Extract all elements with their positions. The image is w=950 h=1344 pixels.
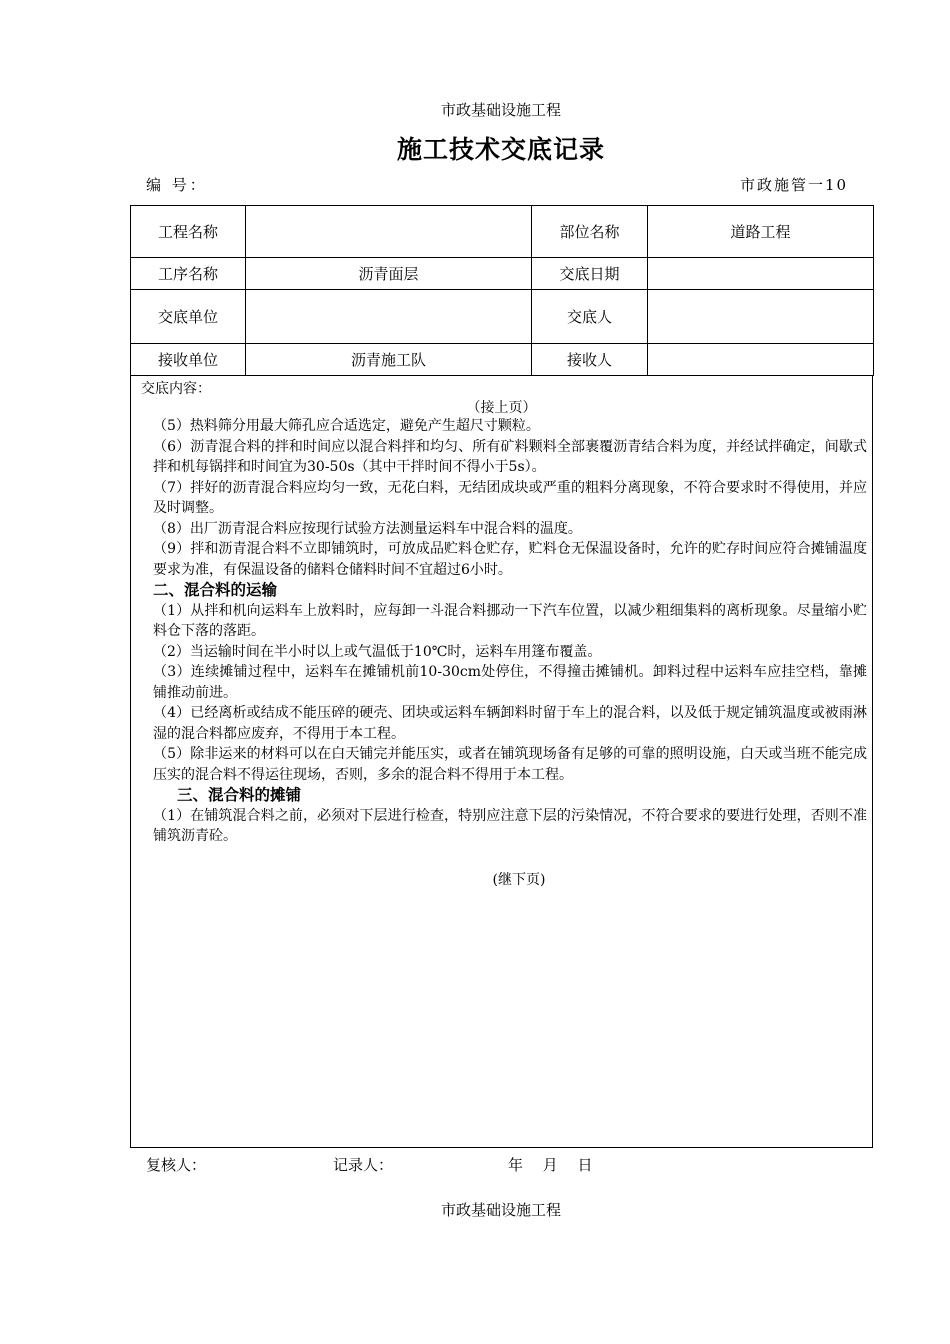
unit-value [246, 290, 532, 344]
paragraph: （8）出厂沥青混合料应按现行试验方法测量运料车中混合料的温度。 [153, 520, 582, 537]
process-name-value: 沥青面层 [246, 258, 532, 290]
footer-organization: 市政基础设施工程 [440, 1201, 561, 1219]
project-name-value [246, 206, 532, 258]
receiver-unit-label: 接收单位 [131, 344, 246, 376]
paragraph: （9）拌和沥青混合料不立即铺筑时，可放成品贮料仓贮存，贮料仓无保温设备时，允许的贮存时间应符合摊铺温度要求为准，有保温设备的储料仓储料时间不宜超过6小时。 [153, 541, 867, 578]
paragraph: （7）拌好的沥青混合料应均匀一致，无花白料，无结团成块或严重的粗料分离现象，不符合要求时不得使用，并应及时调整。 [153, 479, 867, 516]
unit-label: 交底单位 [131, 290, 246, 344]
receiver-value [648, 344, 874, 376]
date-value [648, 258, 874, 290]
paragraph: （1）从拌和机向运料车上放料时，应每卸一斗混合料挪动一下汽车位置，以减少粗细集料的离析现象。尽量缩小贮料仓下落的落距。 [153, 602, 867, 639]
part-name-label: 部位名称 [532, 206, 648, 258]
section-heading: 三、混合料的摊铺 [177, 786, 302, 804]
receiver-label: 接收人 [532, 344, 648, 376]
process-name-label: 工序名称 [131, 258, 246, 290]
content-body [153, 416, 867, 847]
continued-from: （接上页） [466, 400, 537, 416]
info-table [130, 205, 874, 376]
code-label: 编 号： [146, 176, 208, 194]
header-organization: 市政基础设施工程 [440, 101, 561, 119]
person-label: 交底人 [532, 290, 648, 344]
paragraph: （5）热料筛分用最大筛孔应合适选定，避免产生超尺寸颗粒。 [153, 418, 540, 434]
receiver-unit-value: 沥青施工队 [246, 344, 532, 376]
paragraph: （1）在铺筑混合料之前，必须对下层进行检查，特别应注意下层的污染情况，不符合要求的要进行处理，否则不准铺筑沥青砼。 [153, 807, 867, 844]
content-box [130, 375, 873, 1148]
paragraph: （3）连续摊铺过程中，运料车在摊铺机前10-30cm处停住，不得撞击摊铺机。卸料过程中运料车应挂空档，靠摊铺推动前进。 [153, 664, 867, 701]
footer-date: 年 月 日 [508, 1156, 593, 1174]
code-value: 市政施管一10 [740, 176, 849, 194]
paragraph: （4）已经离析或结成不能压碎的硬壳、团块或运料车辆卸料时留于车上的混合料，以及低于规定铺筑温度或被雨淋湿的混合料都应废弃，不得用于本工程。 [153, 705, 867, 742]
page-title: 施工技术交底记录 [396, 135, 605, 164]
paragraph: （2）当运输时间在半小时以上或气温低于10℃时，运料车用篷布覆盖。 [153, 643, 602, 660]
project-name-label: 工程名称 [131, 206, 246, 258]
section-heading: 二、混合料的运输 [153, 581, 278, 599]
content-label: 交底内容： [141, 381, 211, 397]
part-name-value: 道路工程 [648, 206, 874, 258]
paragraph: （6）沥青混合料的拌和时间应以混合料拌和均匀、所有矿料颗料全部裹覆沥青结合料为度，并经试拌确定，间歇式拌和机每锅拌和时间宜为30-50s（其中干拌时间不得小于5s）。 [153, 438, 867, 475]
recorder-label: 记录人： [333, 1156, 394, 1174]
continued-to: (继下页) [492, 872, 546, 888]
reviewer-label: 复核人： [146, 1156, 207, 1174]
date-label: 交底日期 [532, 258, 648, 290]
person-value [648, 290, 874, 344]
paragraph: （5）除非运来的材料可以在白天铺完并能压实，或者在铺筑现场备有足够的可靠的照明设施，白天或当班不能完成压实的混合料不得运往现场，否则，多余的混合料不得用于本工程。 [153, 746, 867, 783]
